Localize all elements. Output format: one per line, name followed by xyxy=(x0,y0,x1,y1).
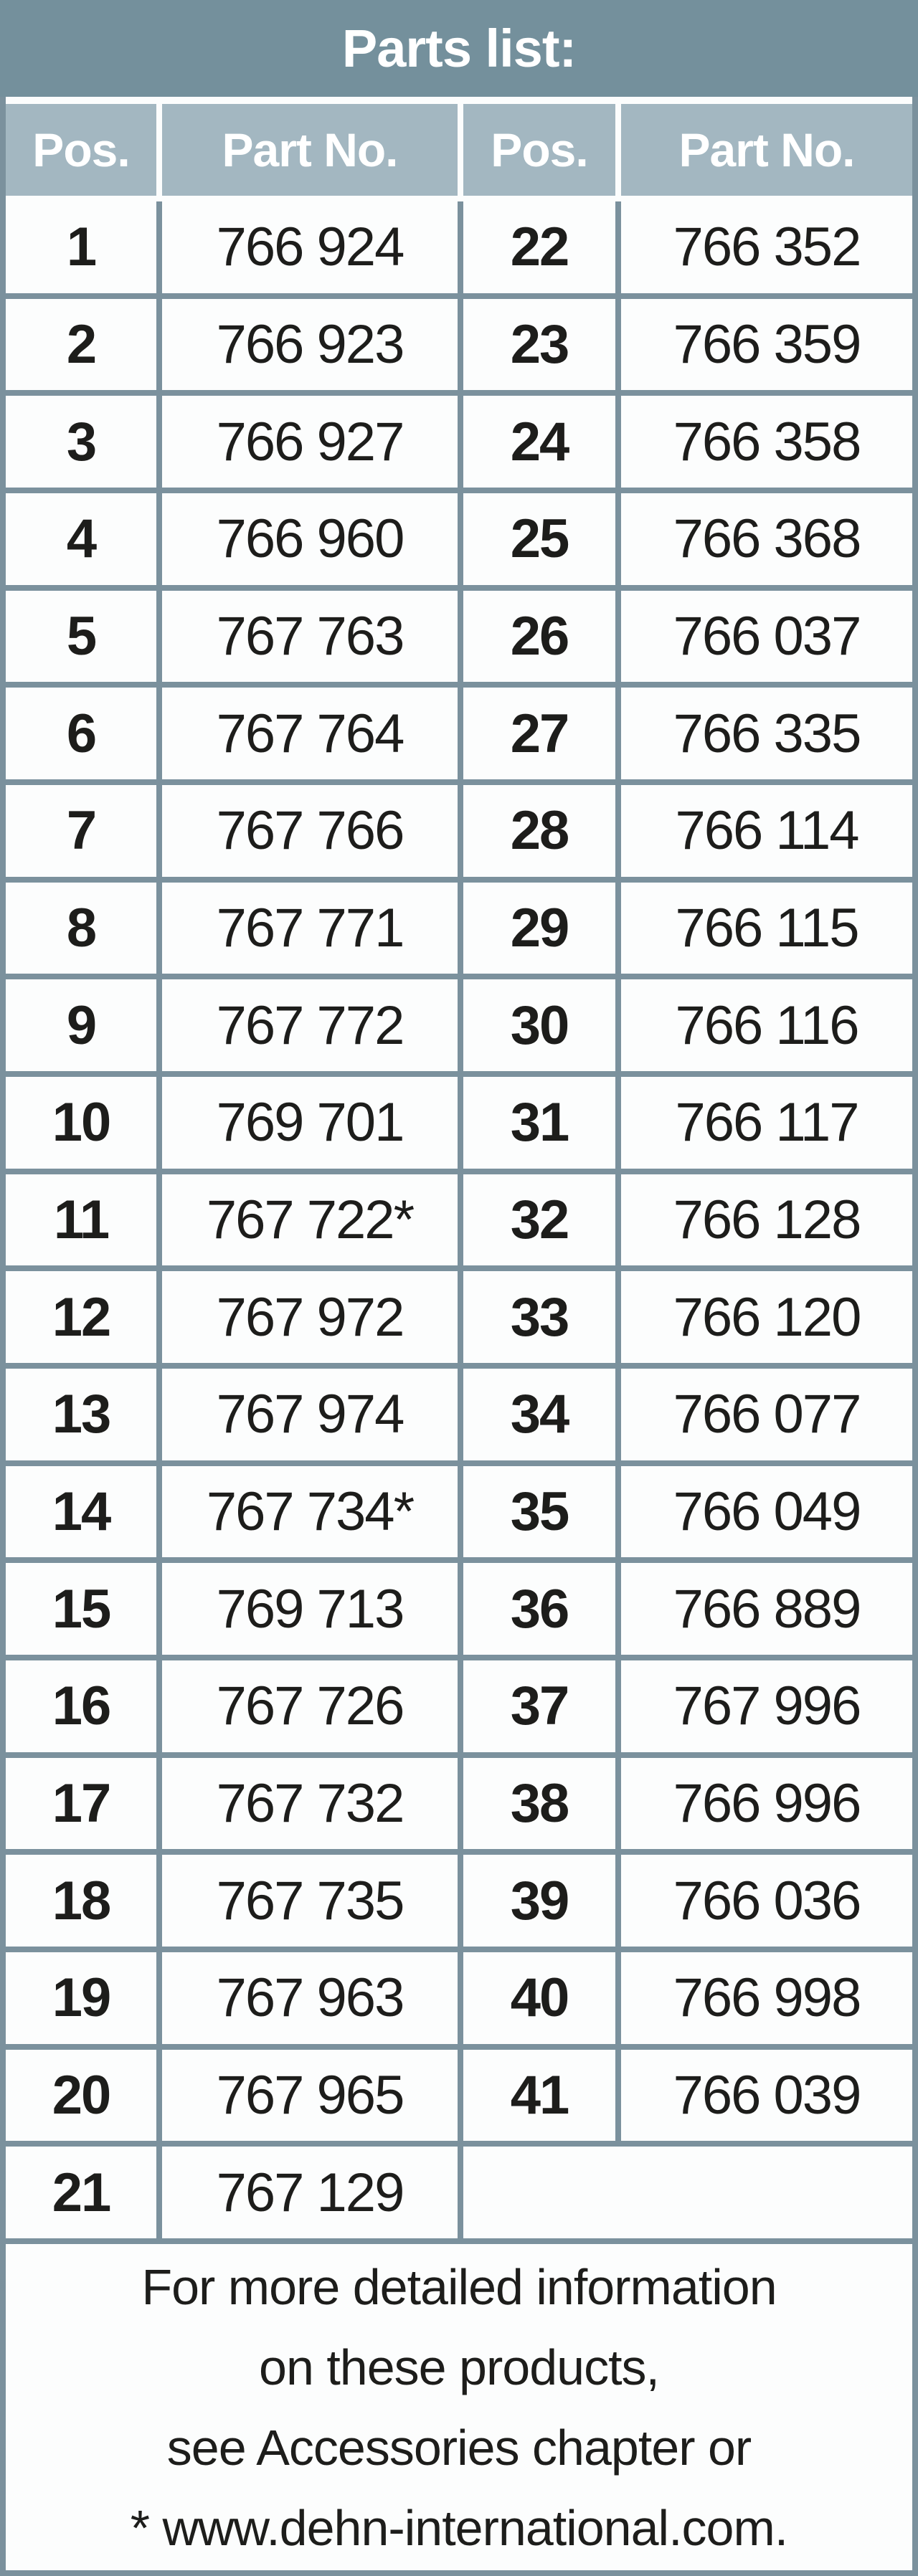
part-no-cell: 767 722* xyxy=(162,1174,458,1266)
pos-cell: 36 xyxy=(463,1563,615,1655)
part-no-cell: 767 726 xyxy=(162,1660,458,1752)
part-no-cell: 766 120 xyxy=(621,1271,912,1363)
part-no-cell: 766 923 xyxy=(162,299,458,391)
part-no-cell: 766 117 xyxy=(621,1077,912,1169)
pos-cell: 21 xyxy=(6,2147,156,2238)
header-body-gap xyxy=(6,196,912,201)
pos-cell: 37 xyxy=(463,1660,615,1752)
pos-cell: 20 xyxy=(6,2050,156,2142)
pos-cell: 5 xyxy=(6,591,156,683)
part-no-cell: 766 368 xyxy=(621,493,912,585)
table-body-area xyxy=(6,97,912,2570)
pos-cell: 35 xyxy=(463,1466,615,1558)
part-no-cell: 766 037 xyxy=(621,591,912,683)
pos-cell: 30 xyxy=(463,979,615,1071)
pos-cell: 34 xyxy=(463,1369,615,1460)
part-no-cell: 766 996 xyxy=(621,1758,912,1850)
part-no-cell: 767 972 xyxy=(162,1271,458,1363)
pos-cell: 7 xyxy=(6,785,156,877)
parts-table-grid xyxy=(6,201,912,2238)
part-no-cell: 766 077 xyxy=(621,1369,912,1460)
table-header-row xyxy=(6,104,912,196)
pos-cell: 2 xyxy=(6,299,156,391)
part-no-cell: 766 998 xyxy=(621,1952,912,2044)
pos-cell: 1 xyxy=(6,201,156,293)
part-no-cell: 769 713 xyxy=(162,1563,458,1655)
footer-line: For more detailed information xyxy=(141,2258,777,2315)
pos-cell: 18 xyxy=(6,1855,156,1947)
part-no-cell: 766 114 xyxy=(621,785,912,877)
pos-cell: 41 xyxy=(463,2050,615,2142)
pos-cell: 29 xyxy=(463,883,615,974)
part-no-cell: 766 128 xyxy=(621,1174,912,1266)
pos-cell: 13 xyxy=(6,1369,156,1460)
part-no-cell: 766 115 xyxy=(621,883,912,974)
part-no-cell: 766 960 xyxy=(162,493,458,585)
pos-cell: 11 xyxy=(6,1174,156,1266)
part-no-cell: 769 701 xyxy=(162,1077,458,1169)
pos-cell: 26 xyxy=(463,591,615,683)
part-no-cell: 766 359 xyxy=(621,299,912,391)
footer-line: * www.dehn-international.com. xyxy=(130,2499,788,2556)
column-header-partno-right: Part No. xyxy=(621,104,912,196)
part-no-cell: 766 358 xyxy=(621,396,912,488)
part-no-cell: 767 732 xyxy=(162,1758,458,1850)
pos-cell: 33 xyxy=(463,1271,615,1363)
pos-cell: 31 xyxy=(463,1077,615,1169)
pos-cell: 27 xyxy=(463,688,615,779)
part-no-cell: 767 766 xyxy=(162,785,458,877)
part-no-cell: 767 735 xyxy=(162,1855,458,1947)
part-no-cell: 767 764 xyxy=(162,688,458,779)
pos-cell: 3 xyxy=(6,396,156,488)
part-no-cell: 766 889 xyxy=(621,1563,912,1655)
pos-cell: 22 xyxy=(463,201,615,293)
pos-cell: 6 xyxy=(6,688,156,779)
pos-cell: 39 xyxy=(463,1855,615,1947)
footer-line: on these products, xyxy=(259,2339,659,2395)
pos-cell: 15 xyxy=(6,1563,156,1655)
footer-line: see Accessories chapter or xyxy=(166,2419,752,2476)
part-no-cell: 766 036 xyxy=(621,1855,912,1947)
pos-cell: 4 xyxy=(6,493,156,585)
column-header-pos-right: Pos. xyxy=(463,104,615,196)
footer-note xyxy=(6,2244,912,2570)
pos-cell: 14 xyxy=(6,1466,156,1558)
pos-cell: 9 xyxy=(6,979,156,1071)
pos-cell: 10 xyxy=(6,1077,156,1169)
empty-merged-cell xyxy=(463,2147,912,2238)
part-no-cell: 766 924 xyxy=(162,201,458,293)
pos-cell: 12 xyxy=(6,1271,156,1363)
pos-cell: 8 xyxy=(6,883,156,974)
part-no-cell: 766 927 xyxy=(162,396,458,488)
part-no-cell: 767 974 xyxy=(162,1369,458,1460)
part-no-cell: 767 734* xyxy=(162,1466,458,1558)
pos-cell: 28 xyxy=(463,785,615,877)
part-no-cell: 767 129 xyxy=(162,2147,458,2238)
part-no-cell: 766 352 xyxy=(621,201,912,293)
pos-cell: 17 xyxy=(6,1758,156,1850)
part-no-cell: 767 771 xyxy=(162,883,458,974)
part-no-cell: 766 335 xyxy=(621,688,912,779)
part-no-cell: 767 763 xyxy=(162,591,458,683)
pos-cell: 19 xyxy=(6,1952,156,2044)
pos-cell: 25 xyxy=(463,493,615,585)
part-no-cell: 767 965 xyxy=(162,2050,458,2142)
part-no-cell: 766 039 xyxy=(621,2050,912,2142)
pos-cell: 23 xyxy=(463,299,615,391)
pos-cell: 38 xyxy=(463,1758,615,1850)
part-no-cell: 766 116 xyxy=(621,979,912,1071)
part-no-cell: 767 996 xyxy=(621,1660,912,1752)
pos-cell: 24 xyxy=(463,396,615,488)
part-no-cell: 766 049 xyxy=(621,1466,912,1558)
part-no-cell: 767 772 xyxy=(162,979,458,1071)
part-no-cell: 767 963 xyxy=(162,1952,458,2044)
column-header-partno-left: Part No. xyxy=(162,104,458,196)
column-header-pos-left: Pos. xyxy=(6,104,156,196)
pos-cell: 40 xyxy=(463,1952,615,2044)
pos-cell: 16 xyxy=(6,1660,156,1752)
parts-list-title: Parts list: xyxy=(0,0,918,97)
pos-cell: 32 xyxy=(463,1174,615,1266)
table-footer-divider xyxy=(6,2238,912,2244)
